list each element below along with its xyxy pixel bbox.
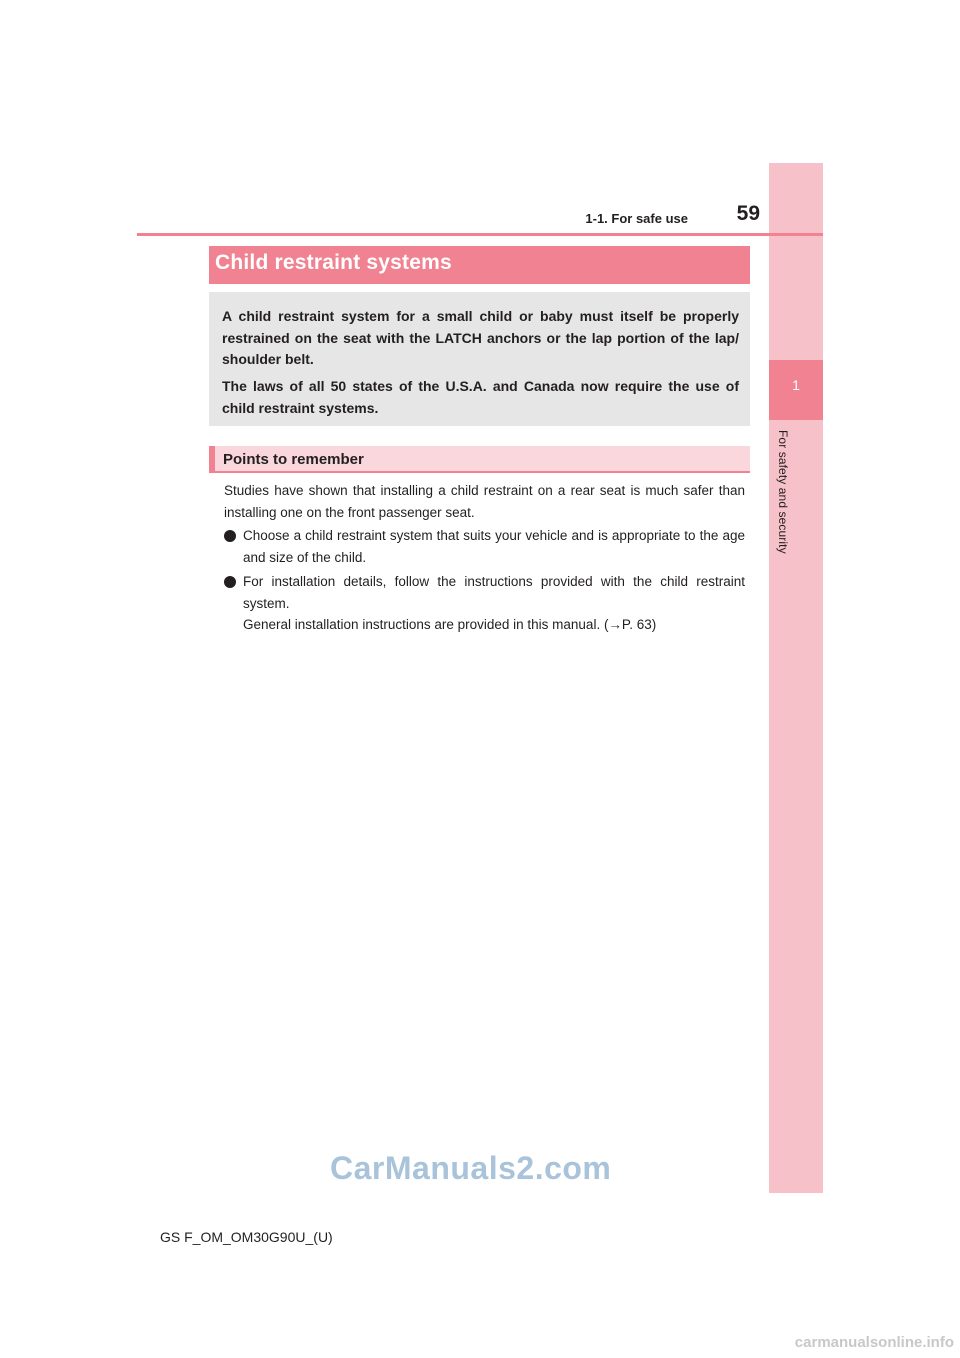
chapter-side-tab <box>769 163 823 1193</box>
chapter-title: For safety and security <box>776 430 790 554</box>
points-lead-paragraph: Studies have shown that installing a child restraint on a rear seat is much safer than installing one on the front passenger seat. <box>224 483 745 520</box>
watermark-footer: carmanualsonline.info <box>794 1334 954 1351</box>
section-label: 1-1. For safe use <box>585 211 688 226</box>
watermark-logo: CarManuals2.com <box>330 1150 612 1186</box>
intro-paragraph-2: The laws of all 50 states of the U.S.A. and Canada now require the use of child restraint systems. <box>222 378 739 416</box>
page-number: 59 <box>736 202 760 225</box>
intro-paragraph-1: A child restraint system for a small child or baby must itself be properly restrained on the seat with the LATCH anchors or the lap portion of the lap/ shoulder belt. <box>222 308 739 367</box>
bullet-item-2: For installation details, follow the instructions provided with the child restraint system. <box>243 574 745 611</box>
chapter-number: 1 <box>792 377 800 393</box>
bullet-icon <box>224 530 236 542</box>
document-code: GS F_OM_OM30G90U_(U) <box>160 1229 333 1245</box>
header-divider <box>137 233 823 236</box>
bullet-item-2-reference[interactable]: General installation instructions are provided in this manual. (→P. 63) <box>243 617 657 632</box>
page-title: Child restraint systems <box>215 251 452 274</box>
bullet-icon <box>224 576 236 588</box>
points-heading-marker <box>209 446 215 473</box>
points-heading: Points to remember <box>223 451 364 468</box>
bullet-item-1: Choose a child restraint system that suits your vehicle and is appropriate to the age and size of the child. <box>243 528 745 565</box>
